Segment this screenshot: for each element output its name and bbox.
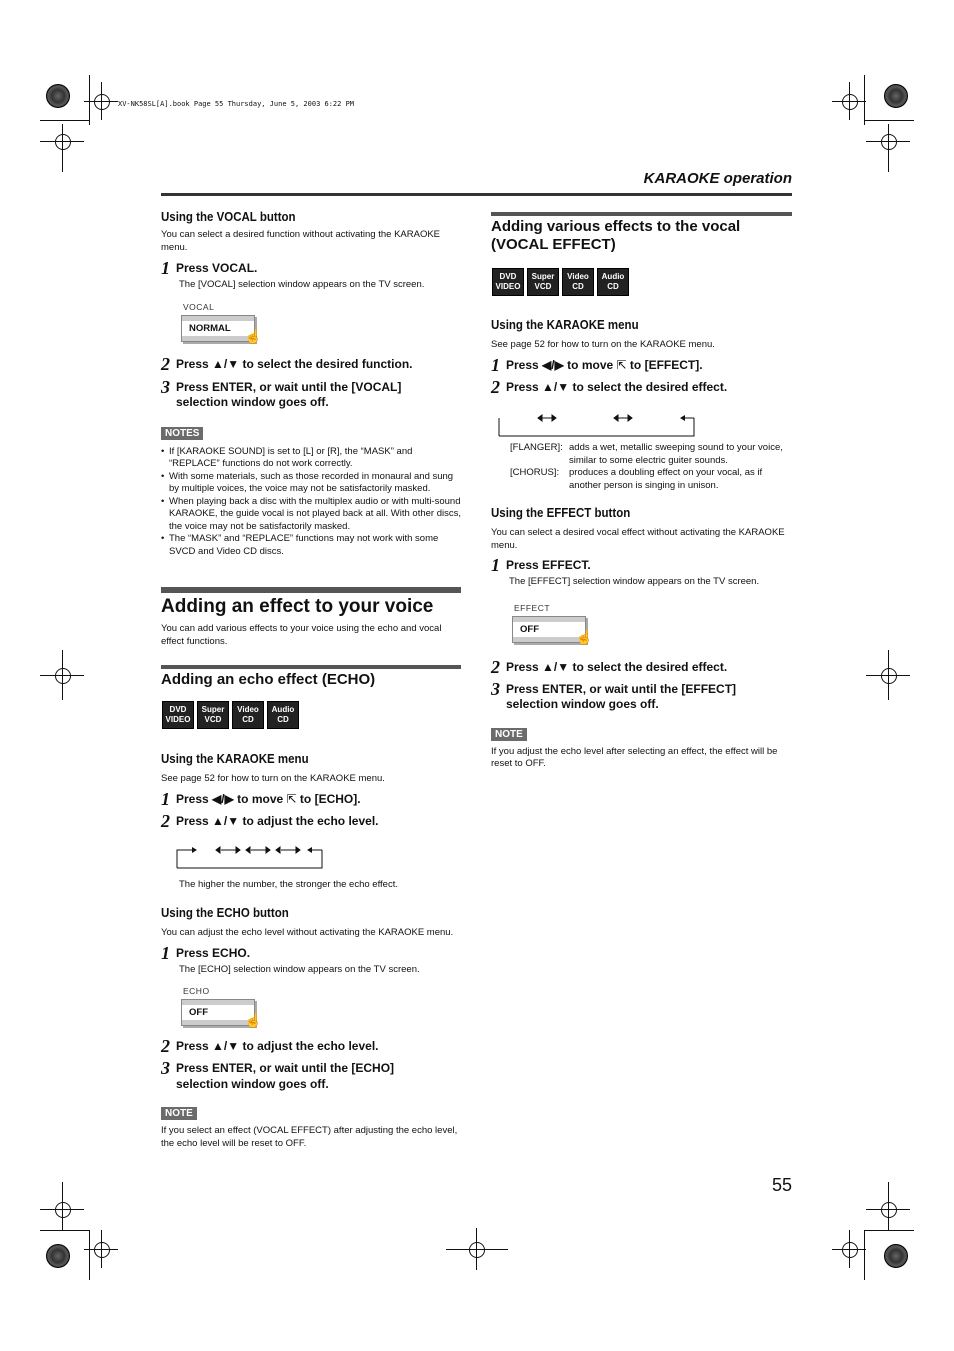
vocal-window-value: NORMAL	[189, 322, 231, 334]
vocal-selection-window	[181, 315, 262, 344]
vocal-step-1: 1 Press VOCAL.	[161, 258, 258, 278]
echo-menu-step-2: 2 Press ▲/▼ to adjust the echo level.	[161, 810, 379, 831]
effect-definitions	[510, 442, 790, 492]
echo-step-2: 2 Press ▲/▼ to adjust the echo level.	[161, 1036, 379, 1056]
crosshair-icon	[881, 1202, 897, 1218]
echo-button-block	[161, 906, 461, 1150]
echo-step-1-detail: The [ECHO] selection window appears on the TV screen.	[179, 963, 420, 975]
note-item: • When playing back a disc with the multiplex audio or with multi-sound KARAOKE, the guide vocal is not played back at all. With other discs, the voice may not be satisfactorily masked.	[169, 496, 461, 534]
page-number: 55	[771, 1175, 792, 1195]
crosshair-icon	[55, 668, 71, 684]
echo-step-3: 3 Press ENTER, or wait until the [ECHO] selection window goes off.	[161, 1058, 395, 1091]
crosshair-icon	[842, 1242, 858, 1258]
echo-window-value: OFF	[189, 1007, 208, 1018]
effect-menu-block	[491, 318, 791, 398]
echo-button-heading: Using the ECHO button	[161, 906, 289, 920]
header-rule	[161, 193, 792, 196]
pointer-icon: ⇱	[286, 791, 297, 806]
crosshair-icon	[469, 1242, 485, 1258]
vocal-effect-disc-badges	[492, 268, 629, 296]
crosshair-icon	[55, 134, 71, 150]
effect-step-2: 2 Press ▲/▼ to select the desired effect.	[491, 656, 728, 677]
echo-menu-block	[161, 752, 461, 832]
definition-row: [CHORUS]: produces a doubling effect on your vocal, as if another person is singing in unison.	[510, 467, 763, 491]
effect-menu-step-2: 2 Press ▲/▼ to select the desired effect.	[491, 376, 728, 397]
registration-disc-icon	[884, 84, 908, 108]
echo-menu-heading: Using the KARAOKE menu	[161, 752, 309, 766]
effect-window-label: EFFECT	[514, 602, 551, 613]
notes-tag: NOTES	[161, 427, 203, 440]
effect-note-block	[491, 724, 791, 771]
effect-note: If you adjust the echo level after selecting an effect, the effect will be reset to OFF.	[491, 745, 778, 769]
print-mark: XV-NK58SL[A].book Page 55 Thursday, June 5, 2003 6:22 PM	[118, 100, 355, 108]
echo-disc-badges	[162, 701, 299, 729]
vocal-step-2: 2 Press ▲/▼ to select the desired function.	[161, 353, 413, 374]
echo-menu-step-1: 1 Press ◀/▶ to move ⇱ to [ECHO].	[161, 788, 361, 809]
section-header: KARAOKE operation	[643, 170, 792, 187]
echo-title: Adding an echo effect (ECHO)	[161, 671, 376, 688]
subsection-bar	[161, 665, 461, 669]
cursor-hand-icon: ☝	[244, 1012, 262, 1028]
effect-button-heading: Using the EFFECT button	[491, 506, 631, 520]
crosshair-icon	[881, 668, 897, 684]
vocal-button-intro: You can select a desired function without activating the KARAOKE menu.	[161, 229, 441, 253]
effect-button-block	[491, 506, 791, 771]
video-cd-badge: Video CD	[232, 701, 264, 729]
svcd-badge: Super VCD	[527, 268, 559, 296]
registration-disc-icon	[46, 84, 70, 108]
vocal-window-label: VOCAL	[183, 301, 215, 312]
effect-menu-intro: See page 52 for how to turn on the KARAOKE menu.	[491, 339, 715, 350]
note-tag: NOTE	[161, 1107, 197, 1120]
cursor-hand-icon: ☝	[244, 327, 262, 344]
definition-row: [FLANGER]: adds a wet, metallic sweeping sound to your voice, similar to some electric guiter sounds.	[510, 442, 783, 466]
audio-cd-badge: Audio CD	[267, 701, 299, 729]
vocal-effect-title: Adding various effects to the vocal (VOCAL EFFECT)	[491, 218, 741, 253]
echo-note: If you select an effect (VOCAL EFFECT) after adjusting the echo level, the echo level will be reset to OFF.	[161, 1125, 458, 1149]
effect-step-1: 1 Press EFFECT.	[491, 555, 591, 575]
echo-button-intro: You can adjust the echo level without activating the KARAOKE menu.	[161, 927, 454, 938]
effect-selection-window	[512, 616, 593, 645]
pointer-icon: ⇱	[616, 357, 627, 372]
echo-selection-window	[181, 999, 262, 1028]
effect-section-intro: You can add various effects to your voice using the echo and vocal effect functions.	[161, 623, 442, 647]
subsection-bar	[491, 212, 792, 216]
svcd-badge: Super VCD	[197, 701, 229, 729]
note-item: • The “MASK” and “REPLACE” functions may not work with some SVCD and Video CD discs.	[169, 533, 461, 558]
note-tag: NOTE	[491, 728, 527, 741]
crosshair-icon	[55, 1202, 71, 1218]
echo-note-block	[161, 1103, 461, 1150]
effect-window-value: OFF	[520, 623, 539, 635]
effect-button-intro: You can select a desired vocal effect without activating the KARAOKE menu.	[491, 527, 785, 551]
echo-step-1: 1 Press ECHO.	[161, 942, 251, 963]
echo-window-label: ECHO	[183, 986, 210, 996]
dvd-video-badge: DVD VIDEO	[492, 268, 524, 296]
effect-section-title: Adding an effect to your voice	[161, 596, 434, 617]
notes-block	[161, 423, 461, 559]
effect-step-3: 3 Press ENTER, or wait until the [EFFECT] selection window goes off.	[491, 678, 737, 711]
video-cd-badge: Video CD	[562, 268, 594, 296]
effect-menu-step-1: 1 Press ◀/▶ to move ⇱ to [EFFECT].	[491, 354, 703, 375]
echo-cycle-diagram	[174, 840, 326, 870]
vocal-button-heading: Using the VOCAL button	[161, 210, 296, 224]
effect-cycle-diagram	[496, 408, 698, 438]
notes-list	[161, 446, 461, 559]
left-column	[161, 210, 461, 558]
crosshair-icon	[881, 134, 897, 150]
effect-step-1-detail: The [EFFECT] selection window appears on the TV screen.	[509, 576, 760, 587]
audio-cd-badge: Audio CD	[597, 268, 629, 296]
note-item: • If [KARAOKE SOUND] is set to [L] or [R], the “MASK” and “REPLACE” functions do not work correctly.	[169, 446, 461, 471]
section-bar	[161, 587, 461, 593]
echo-diagram-note: The higher the number, the stronger the echo effect.	[179, 879, 398, 890]
effect-menu-heading: Using the KARAOKE menu	[491, 318, 639, 332]
dvd-video-badge: DVD VIDEO	[162, 701, 194, 729]
note-item: • With some materials, such as those recorded in monaural and sung by multiple voices, the voice may not be satisfactorily masked.	[169, 471, 461, 496]
vocal-step-3: 3 Press ENTER, or wait until the [VOCAL] selection window goes off.	[161, 376, 402, 409]
crosshair-icon	[842, 94, 858, 110]
echo-menu-intro: See page 52 for how to turn on the KARAOKE menu.	[161, 773, 385, 784]
cursor-hand-icon: ☝	[575, 628, 593, 645]
registration-disc-icon	[884, 1244, 908, 1268]
vocal-step-1-detail: The [VOCAL] selection window appears on the TV screen.	[179, 279, 425, 290]
registration-disc-icon	[46, 1244, 70, 1268]
crosshair-icon	[94, 94, 110, 110]
crosshair-icon	[94, 1242, 110, 1258]
